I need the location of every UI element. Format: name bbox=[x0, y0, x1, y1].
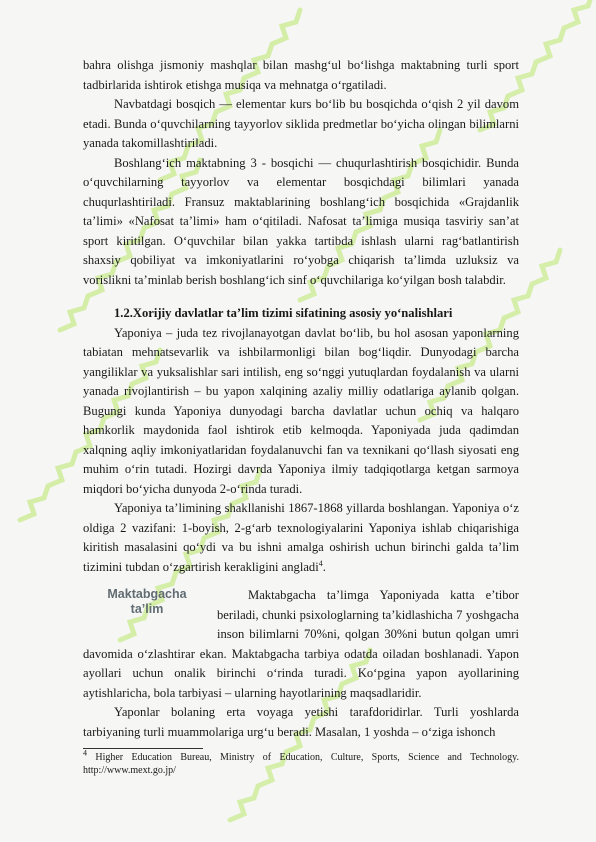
footnote-text: Higher Education Bureau, Ministry of Education, Culture, Sports, Science and Technology. http://www.mext.go.jp/ bbox=[83, 752, 519, 776]
document-page bbox=[83, 56, 519, 777]
paragraph: Navbatdagi bosqich — elementar kurs bo‘lib bu bosqichda o‘qish 2 yil davom etadi. Bunda o‘quvchilarning tayyorlov siklida predmetlar bo‘yicha olingan bilimlarni yanada takomillashtiriladi. bbox=[83, 97, 519, 150]
margin-note-line: Maktabgacha bbox=[107, 587, 187, 601]
margin-note-line: ta’lim bbox=[130, 602, 164, 616]
footnote bbox=[83, 748, 519, 777]
paragraph: Yaponlar bolaning erta voyaga yetishi tarafdoridirlar. Turli yoshlarda tarbiyaning turli muammolariga urg‘u beradi. Masalan, 1 yoshda – o‘ziga ishonch bbox=[83, 705, 519, 739]
paragraph-with-footnote bbox=[83, 499, 519, 577]
footnote-number: 4 bbox=[83, 748, 87, 758]
paragraph: Boshlang‘ich maktabning 3 - bosqichi — chuqurlashtirish bosqichidir. Bunda o‘quvchilarning tayyorlov va elementar bosqichdagi bilimlari yanada chuqurlashtiriladi. Fransuz maktablarining boshlang‘ich bosqichida «Grajdanlik ta’limi» «Nafosat ta’limi» ham o‘qitiladi. Nafosat ta’limiga musiqa tasviriy san’at sport kiritilgan. O‘quvchilar bilan yakka tartibda ishlash ularni rag‘batlantirish shaxsiy qobiliyat va imkoniyatlarini ro‘yobga chiqarish ta’limda uzluksiz va vorislikni ta’minlab berish boshlang‘ich sinf o‘quvchilariga ko‘yilgan bosh talabdir. bbox=[83, 155, 519, 287]
footnote-divider bbox=[83, 748, 203, 749]
footnote-ref[interactable]: 4 bbox=[318, 558, 323, 568]
paragraph-end: . bbox=[322, 559, 326, 574]
paragraph: Yaponiya – juda tez rivojlanayotgan davlat bo‘lib, bu hol asosan yaponlarning tabiatan mehnatsevarlik va ishbilarmonligi bilan bog‘liqdir. Dunyodagi barcha yangiliklar va yuksalishlar sari intilish, eng so‘nggi yutuqlardan foydalanish va ularni yanada rivojlantirish – bu yapon xalqining azaliy milliy odatlariga aylanib qolgan. Bugungi kunda Yaponiya dunyodagi barcha davlatlar uchun ochiq va halqaro hamkorlik maydonida faol ishtirok etib kelmoqda. Yaponiyada juda qadimdan xalqning aqliy imkoniyatlaridan foydalanuvchi fan va texnikani qo‘llash siyosati eng muhim o‘rin tutadi. Hozirgi davrda Yaponiya ilmiy tadqiqotlarga ketgan sarmoya miqdori bo‘yicha dunyoda 2-o‘rinda turadi. bbox=[83, 325, 519, 496]
paragraph: bahra olishga jismoniy mashqlar bilan mashg‘ul bo‘lishga maktabning turli sport tadbirlarida ishtirok etishga musiqa va mehnatga o‘rgatiladi. bbox=[83, 58, 519, 92]
section-heading: 1.2.Xorijiy davlatlar ta’lim tizimi sifatining asosiy yo‘nalishlari bbox=[114, 306, 453, 320]
margin-note bbox=[83, 587, 211, 627]
paragraph: Maktabgacha ta’limga Yaponiyada katta e’tibor beriladi, chunki psixologlarning ta’kidlashicha 7 yoshgacha inson bilimlarni 70%ni, qolgan 30%ni butun qolgan umri davomida o‘zlashtirar ekan. Maktabgacha tarbiya odatda oiladan boshlanadi. Yapon ayollari uchun onalik birinchi o‘rinda turadi. Ko‘pgina yapon ayollarining aytishlaricha, bola tarbiyasi – ularning hayotlarining maqsadlaridir. bbox=[83, 588, 519, 700]
paragraph-text: Yaponiya ta’limining shakllanishi 1867-1868 yillarda boshlangan. Yaponiya o‘z oldiga 2 vazifani: 1-boyish, 2-g‘arb texnologiyalarini Yaponiya ishlab chiqarishiga kiritish masalasini qo‘ydi va bu ishni amalga oshirish uchun birinchi galda ta’lim tizimini tubdan o‘zgartirish kerakligini angladi bbox=[83, 501, 519, 574]
